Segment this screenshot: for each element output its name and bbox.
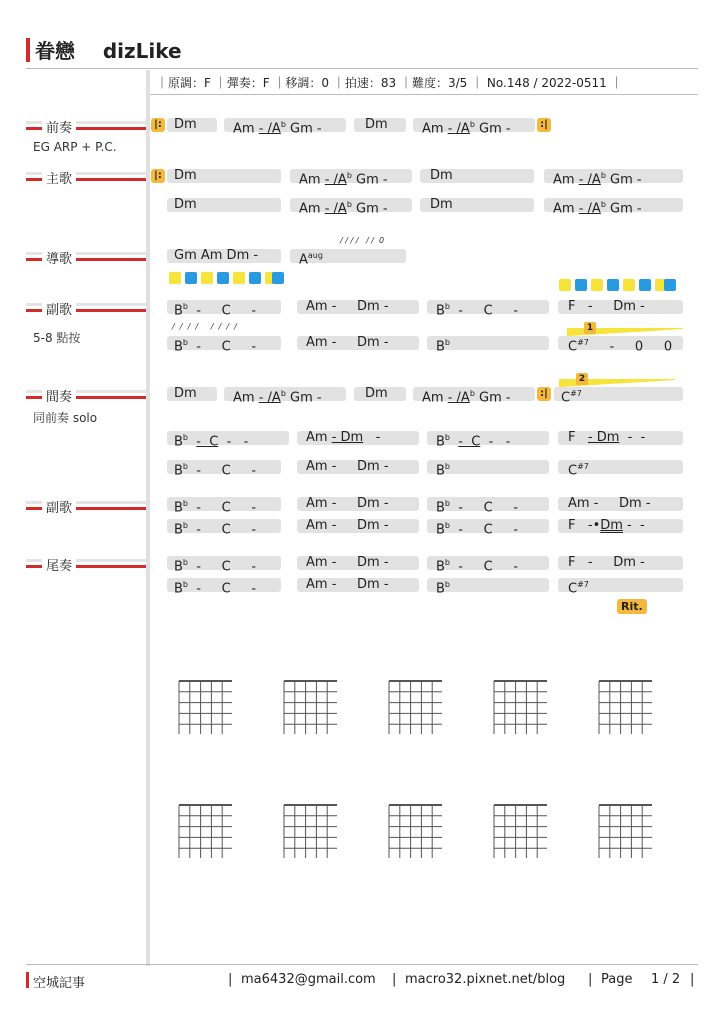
footer-site-name: 空城記事	[33, 976, 86, 991]
chord: Dm	[430, 168, 453, 183]
footer-page-number: 1 / 2	[651, 972, 681, 987]
chord-diagram-grid	[178, 804, 232, 858]
section-label: 前奏	[42, 117, 76, 136]
volta-number: 1	[584, 322, 596, 334]
header-rule	[26, 68, 698, 69]
info-rule	[150, 94, 698, 95]
chord: Am - $/A^b$ Gm -	[553, 171, 642, 188]
section-note: 同前奏 solo	[33, 411, 98, 425]
chord: Am - $/A^b$ Gm -	[233, 120, 322, 137]
chord-diagram-grid	[493, 804, 547, 858]
artist-name: dizLike	[102, 39, 182, 63]
section-note: 5-8 點按	[33, 331, 81, 345]
chord: Dm	[365, 117, 388, 132]
chord: Am - $/A^b$ Gm -	[422, 389, 511, 406]
footer-sep: |	[228, 972, 233, 987]
repeat-end-sign: :|	[537, 118, 551, 132]
chord: Am - Dm -	[306, 518, 389, 533]
footer-email[interactable]: ma6432@gmail.com	[241, 972, 376, 987]
chord: Am - Dm -	[306, 430, 381, 445]
chord: $B^b$ - C -	[174, 521, 257, 538]
chord: Am - Dm -	[306, 335, 389, 350]
repeat-end-sign: :|	[537, 387, 551, 401]
chord: $C^{\#7}$	[561, 389, 582, 406]
chord: Dm	[174, 386, 197, 401]
chord: $B^b$ - C -	[174, 499, 257, 516]
chord: Dm	[174, 168, 197, 183]
title-accent	[26, 38, 30, 62]
chord: $A^{aug}$	[299, 251, 323, 268]
chord: $C^{\#7}$	[568, 462, 589, 479]
chord: Dm	[174, 197, 197, 212]
chord: $B^b$ - C -	[174, 462, 257, 479]
chord: $B^b$	[436, 338, 450, 355]
chord-diagram-grid	[493, 680, 547, 734]
chord: Am - Dm -	[306, 555, 389, 570]
chord: $B^b$ - C - -	[174, 433, 249, 450]
chord: Am - $/A^b$ Gm -	[233, 389, 322, 406]
chord: Am - Dm -	[306, 299, 389, 314]
chord: Dm	[174, 117, 197, 132]
section-note: EG ARP + P.C.	[33, 140, 117, 154]
margin-line	[146, 70, 150, 966]
chord: $B^b$ - C -	[436, 499, 519, 516]
chord: $B^b$ - C -	[174, 558, 257, 575]
chord: F - Dm -	[568, 555, 645, 570]
chord-diagram-grid	[598, 680, 652, 734]
chord: $C^{\#7}$	[568, 580, 589, 597]
chord: Gm Am Dm -	[174, 248, 259, 263]
chord: Dm	[365, 386, 388, 401]
chord: $B^b$	[436, 580, 450, 597]
section-label: 尾奏	[42, 555, 76, 574]
chord: Am - Dm -	[568, 496, 651, 511]
chord: $B^b$ - C -	[436, 521, 519, 538]
footer-accent	[26, 972, 29, 988]
chord-diagram-grid	[388, 804, 442, 858]
repeat-start-sign: |:	[151, 118, 165, 132]
volta-number: 2	[576, 373, 588, 385]
footer-rule	[26, 964, 698, 965]
section-label: 間奏	[42, 386, 76, 405]
chord: Am - $/A^b$ Gm -	[299, 200, 388, 217]
strum-pattern: / / / / / / / /	[172, 322, 237, 331]
chord: Am - $/A^b$ Gm -	[553, 200, 642, 217]
chord-diagram-grid	[283, 680, 337, 734]
song-title: 眷戀 dizLike	[35, 39, 182, 63]
chord: Am - Dm -	[306, 459, 389, 474]
chord: $B^b$ - C - -	[436, 433, 511, 450]
footer-sep: |	[392, 972, 397, 987]
footer-sep: |	[690, 972, 695, 987]
chord: $B^b$ - C -	[174, 580, 257, 597]
chord: $B^b$ - C -	[436, 302, 519, 319]
chord: Dm	[430, 197, 453, 212]
strum-pattern: / / / / / / 0	[340, 236, 385, 245]
section-label: 副歌	[42, 299, 76, 318]
chord-diagram-grid	[388, 680, 442, 734]
chord-diagram-grid	[178, 680, 232, 734]
chord: Am - Dm -	[306, 577, 389, 592]
footer-blog-link[interactable]: macro32.pixnet.net/blog	[405, 972, 566, 987]
chord: F - Dm -	[568, 299, 645, 314]
chord-diagram-grid	[283, 804, 337, 858]
footer-sep: |	[588, 972, 593, 987]
footer-page-label: Page	[601, 972, 633, 987]
chord: Am - $/A^b$ Gm -	[299, 171, 388, 188]
song-info: ｜原調：F ｜彈奏：F ｜移調：0 ｜拍速：83 ｜難度：3/5 ｜ No.148 / 2022-0511 ｜	[156, 76, 623, 90]
ritardando-mark: Rit.	[617, 599, 647, 614]
chord: Am - Dm -	[306, 496, 389, 511]
repeat-start-sign: |:	[151, 169, 165, 183]
chord: $B^b$ - C -	[436, 558, 519, 575]
chord: $B^b$	[436, 462, 450, 479]
chord: Am - $/A^b$ Gm -	[422, 120, 511, 137]
chord: F - Dm - -	[568, 430, 646, 445]
chord: $B^b$ - C -	[174, 338, 257, 355]
section-label: 副歌	[42, 497, 76, 516]
chord: $B^b$ - C -	[174, 302, 257, 319]
chord: F -•Dm - -	[568, 518, 645, 533]
section-label: 主歌	[42, 168, 76, 187]
chord: $C^{\#7}$ - 0 0	[568, 338, 673, 355]
section-label: 導歌	[42, 248, 76, 267]
chord-diagram-grid	[598, 804, 652, 858]
